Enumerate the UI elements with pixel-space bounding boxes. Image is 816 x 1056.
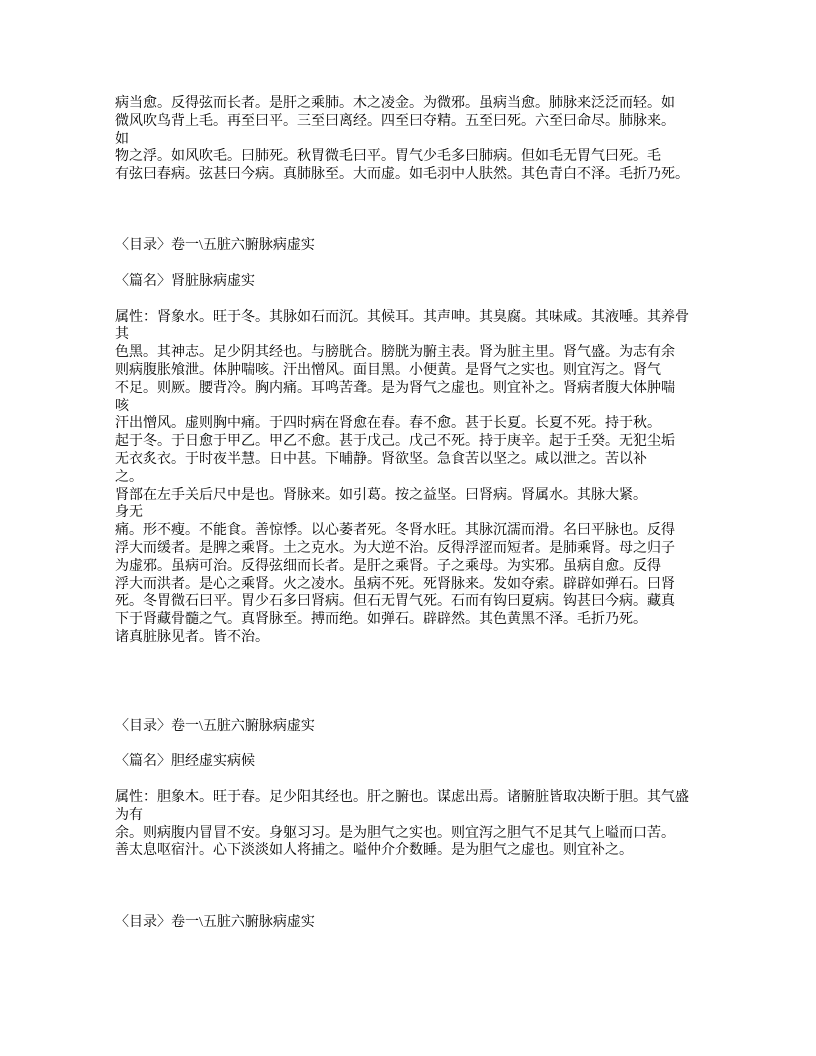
toc-entry: 〈目录〉卷一\五脏六腑脉病虚实 (115, 718, 315, 734)
text-line: 下于肾藏骨髓之气。真肾脉至。搏而绝。如弹石。辟辟然。其色黄黑不泽。毛折乃死。 (115, 612, 647, 628)
toc-entry: 〈目录〉卷一\五脏六腑脉病虚实 (115, 914, 315, 930)
text-block (115, 95, 755, 931)
blank-line (115, 878, 755, 896)
text-line: 则病腹胀飧泄。体肿喘咳。汗出憎风。面目黑。小便黄。是肾气之实也。则宜泻之。肾气 (115, 362, 661, 378)
text-line: 身无 (115, 505, 143, 521)
blank-line (115, 220, 755, 238)
text-line: 如 (115, 131, 129, 147)
blank-line (115, 647, 755, 665)
text-line: 余。则病腹内冒冒不安。身躯习习。是为胆气之实也。则宜泻之胆气不足其气上嗌而口苦。 (115, 825, 675, 841)
blank-line (115, 736, 755, 754)
text-line: 其 (115, 327, 129, 343)
blank-line (115, 682, 755, 700)
blank-line (115, 255, 755, 273)
text-line: 病当愈。反得弦而长者。是肝之乘肺。木之凌金。为微邪。虽病当愈。肺脉来泛泛而轻。如 (115, 96, 675, 111)
text-line: 色黑。其神志。足少阴其经也。与膀胱合。膀胱为腑主表。肾为脏主里。肾气盛。为志有余 (115, 345, 675, 361)
text-line: 肾部在左手关后尺中是也。肾脉来。如引葛。按之益坚。曰肾病。肾属水。其脉大紧。 (115, 487, 647, 503)
blank-line (115, 291, 755, 309)
blank-line (115, 665, 755, 683)
blank-line (115, 860, 755, 878)
text-line: 浮大而缓者。是脾之乘肾。土之克水。为大逆不治。反得浮涩而短者。是肺乘肾。母之归子 (115, 540, 675, 556)
text-line: 属性：肾象水。旺于冬。其脉如石而沉。其候耳。其声呻。其臭腐。其味咸。其液唾。其养骨 (115, 309, 689, 325)
blank-line (115, 896, 755, 914)
text-line: 物之浮。如风吹毛。曰肺死。秋胃微毛曰平。胃气少毛多曰肺病。但如毛无胃气曰死。毛 (115, 149, 661, 165)
text-line: 为虚邪。虽病可治。反得弦细而长者。是肝之乘肾。子之乘母。为实邪。虽病自愈。反得 (115, 558, 661, 574)
toc-entry: 〈目录〉卷一\五脏六腑脉病虚实 (115, 238, 315, 254)
text-line: 起于冬。于日愈于甲乙。甲乙不愈。甚于戊己。戊己不死。持于庚辛。起于壬癸。无犯尘垢 (115, 434, 675, 450)
blank-line (115, 184, 755, 202)
text-line: 为有 (115, 807, 143, 823)
text-line: 微风吹鸟背上毛。再至曰平。三至曰离经。四至曰夺精。五至曰死。六至曰命尽。肺脉来。 (115, 113, 675, 129)
text-line: 死。冬胃微石曰平。胃少石多曰肾病。但石无胃气死。石而有钩曰夏病。钩甚曰今病。藏真 (115, 594, 675, 610)
text-line: 有弦曰春病。弦甚曰今病。真肺脉至。大而虚。如毛羽中人肤然。其色青白不泽。毛折乃死。 (115, 167, 689, 183)
section-title: 〈篇名〉胆经虚实病候 (115, 754, 255, 770)
text-line: 不足。则厥。腰背冷。胸内痛。耳鸣苦聋。是为肾气之虚也。则宜补之。肾病者腹大体肿喘 (115, 380, 675, 396)
text-line: 诸真脏脉见者。皆不治。 (115, 629, 269, 645)
text-line: 痛。形不瘦。不能食。善惊悸。以心萎者死。冬肾水旺。其脉沉濡而滑。名曰平脉也。反得 (115, 523, 675, 539)
text-line: 之。 (115, 469, 143, 485)
text-line: 属性：胆象木。旺于春。足少阳其经也。肝之腑也。谋虑出焉。诸腑脏皆取决断于胆。其气盛 (115, 790, 689, 806)
blank-line (115, 771, 755, 789)
text-line: 浮大而洪者。是心之乘肾。火之凌水。虽病不死。死肾脉来。发如夺索。辟辟如弹石。曰肾 (115, 576, 675, 592)
blank-line (115, 700, 755, 718)
text-line: 无衣炙衣。于时夜半慧。日中甚。下晡静。肾欲坚。急食苦以坚之。咸以泄之。苦以补 (115, 451, 647, 467)
text-line: 汗出憎风。虚则胸中痛。于四时病在肾愈在春。春不愈。甚于长夏。长夏不死。持于秋。 (115, 416, 661, 432)
section-title: 〈篇名〉肾脏脉病虚实 (115, 273, 255, 289)
blank-line (115, 202, 755, 220)
text-line: 咳 (115, 398, 129, 414)
text-line: 善太息呕宿汁。心下淡淡如人将捕之。嗌仲介介数睡。是为胆气之虚也。则宜补之。 (115, 843, 633, 859)
